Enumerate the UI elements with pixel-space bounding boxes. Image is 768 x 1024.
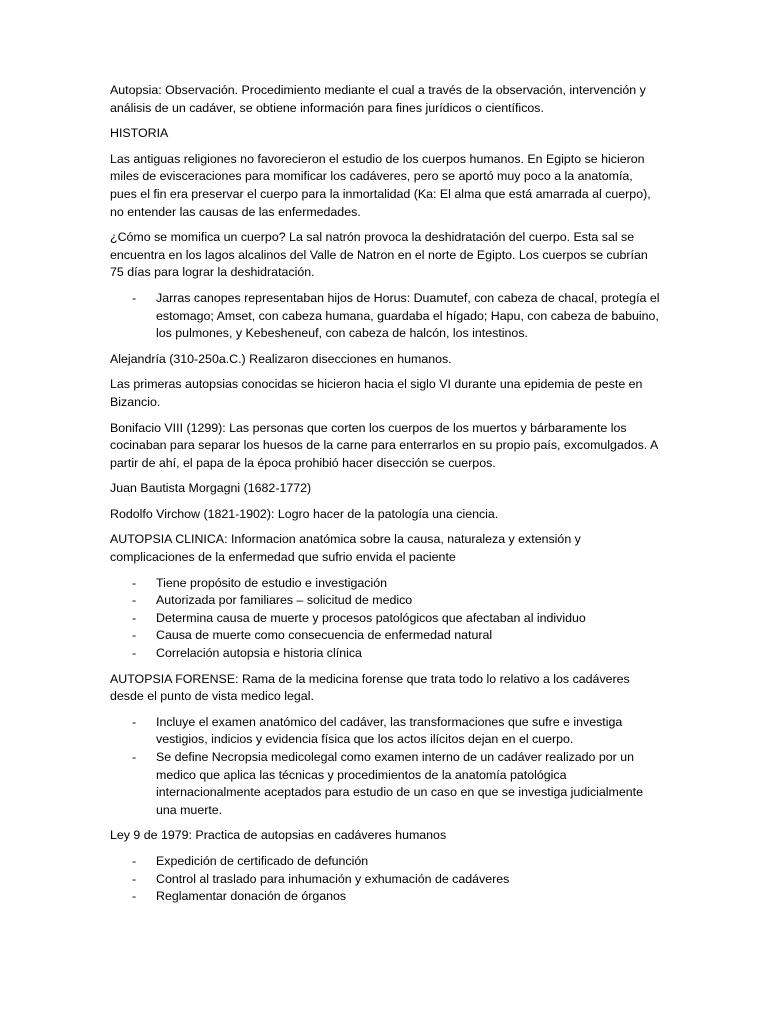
list-item [110,749,662,819]
list-item-text: Correlación autopsia e historia clínica [156,646,362,661]
list-item-text: Expedición de certificado de defunción [156,853,369,868]
virchow-paragraph: Rodolfo Virchow (1821-1902): Logro hacer de la patología una ciencia. [110,506,499,521]
list-item-text: Incluye el examen anatómico del cadáver, las transformaciones que sufre e investiga vestigios, indicios y evidencia física que los actos ilícitos dejan en el cuerpo. [156,714,623,747]
list-item-text: Jarras canopes representaban hijos de Horus: Duamutef, con cabeza de chacal, protegía el estomago; Amset, con cabeza humana, guardaba el hígado; Hapu, con cabeza de babuino, los pulmones, y Kebesheneuf, con cabeza de halcón, los intestinos. [156,290,660,341]
jarras-list [110,290,662,343]
list-item [110,575,662,593]
dash-bullet: - [132,593,137,608]
historia-heading: HISTORIA [110,126,169,141]
list-item-text: Tiene propósito de estudio e investigación [156,575,387,590]
list-item [110,714,662,749]
list-item [110,592,662,610]
list-item [110,610,662,628]
list-item-text: Se define Necropsia medicolegal como examen interno de un cadáver realizado por un medico que aplica las técnicas y procedimientos de la anatomía patológica internacionalmente aceptados para estudio de un caso en que se investiga judicialmente una muerte. [156,750,643,817]
clinica-list [110,575,662,663]
list-item [110,853,662,871]
dash-bullet: - [132,575,137,590]
list-item-text: Autorizada por familiares – solicitud de medico [156,593,413,608]
forense-list [110,714,662,820]
dash-bullet: - [132,628,137,643]
list-item-text: Determina causa de muerte y procesos patológicos que afectaban al individuo [156,610,586,625]
historia-paragraph-2: ¿Cómo se momifica un cuerpo? La sal natrón provoca la deshidratación del cuerpo. Esta sal se encuentra en los lagos alcalinos del Valle de Natron en el norte de Egipto. Los cuerpos se cubrían 75 días para lograr la deshidratación. [110,230,648,280]
primeras-autopsias-paragraph: Las primeras autopsias conocidas se hicieron hacia el siglo VI durante una epidemia de peste en Bizancio. [110,377,643,409]
bonifacio-paragraph: Bonifacio VIII (1299): Las personas que corten los cuerpos de los muertos y bárbaramente los cocinaban para separar los huesos de la carne para enterrarlos en su propio país, excomulgados. A partir de ahí, el papa de la época prohibió hacer disección se cuerpos. [110,420,658,470]
ley-list [110,853,662,906]
list-item [110,888,662,906]
list-item-text: Reglamentar donación de órganos [156,889,347,904]
autopsia-forense-definition: AUTOPSIA FORENSE: Rama de la medicina forense que trata todo lo relativo a los cadáveres desde el punto de vista medico legal. [110,671,630,704]
dash-bullet: - [132,290,137,305]
document-page [110,82,662,914]
dash-bullet: - [132,853,137,868]
dash-bullet: - [132,871,137,886]
list-item [110,871,662,889]
list-item [110,627,662,645]
alejandria-paragraph: Alejandría (310-250a.C.) Realizaron disecciones en humanos. [110,351,452,366]
dash-bullet: - [132,646,137,661]
morgagni-paragraph: Juan Bautista Morgagni (1682-1772) [110,481,312,496]
intro-paragraph: Autopsia: Observación. Procedimiento mediante el cual a través de la observación, intervención y análisis de un cadáver, se obtiene información para fines jurídicos o científicos. [110,83,646,115]
list-item-text: Causa de muerte como consecuencia de enfermedad natural [156,628,493,643]
dash-bullet: - [132,889,137,904]
list-item [110,645,662,663]
historia-paragraph-1: Las antiguas religiones no favorecieron el estudio de los cuerpos humanos. En Egipto se hicieron miles de evisceraciones para momificar los cadáveres, pero se aportó muy poco a la anatomía, pues el fin era preservar el cuerpo para la inmortalidad (Ka: El alma que está amarrada al cuerpo), no entender las causas de las enfermedades. [110,151,651,219]
dash-bullet: - [132,750,137,764]
autopsia-clinica-definition: AUTOPSIA CLINICA: Informacion anatómica sobre la causa, naturaleza y extensión y complicaciones de la enfermedad que sufrio envida el paciente [110,532,581,565]
dash-bullet: - [132,714,137,729]
ley-paragraph: Ley 9 de 1979: Practica de autopsias en cadáveres humanos [110,828,447,843]
dash-bullet: - [132,610,137,625]
list-item-text: Control al traslado para inhumación y exhumación de cadáveres [156,871,510,886]
list-item [110,290,662,343]
